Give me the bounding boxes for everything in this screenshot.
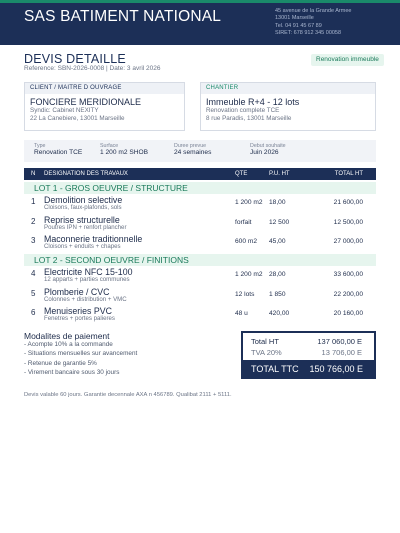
- info-value: Juin 2026: [250, 149, 279, 156]
- date-value: 3 avril 2026: [126, 65, 161, 72]
- row-total: 20 160,00: [333, 310, 363, 317]
- footer-note: Devis valable 60 jours. Garantie decennale AXA n 456789. Qualibat 2111 + 5111.: [24, 392, 232, 398]
- company-address-line: 45 avenue de la Grande Armee: [275, 8, 352, 14]
- payment-term: - Retenue de garantie 5%: [24, 359, 97, 367]
- row-unit-price: 28,00: [269, 271, 286, 278]
- row-number: 1: [31, 197, 36, 206]
- row-total: 22 200,00: [333, 291, 363, 298]
- chantier-heading: CHANTIER: [201, 83, 375, 94]
- row-number: 4: [31, 269, 36, 278]
- table-row: [24, 266, 376, 288]
- company-siret-line: SIRET: 678 912 345 00058: [275, 30, 342, 37]
- row-unit-price: 45,00: [269, 238, 286, 245]
- client-address: 22 La Canebiere, 13001 Marseille: [30, 115, 125, 122]
- header-total: TOTAL HT: [334, 171, 363, 177]
- tva-value: 13 706,00 E: [321, 348, 362, 357]
- row-title: Electricite NFC 15-100: [44, 267, 133, 277]
- row-total: 33 600,00: [333, 271, 363, 278]
- row-unit-price: 420,00: [269, 310, 290, 317]
- client-box: [24, 82, 185, 131]
- reference-label: Reference:: [24, 65, 56, 72]
- info-label: Debut souhaite: [250, 143, 286, 149]
- header-number: N: [31, 171, 36, 177]
- row-title: Demolition selective: [44, 195, 123, 205]
- company-city-line: 13001 Marseille: [275, 15, 314, 22]
- company-phone-line: Tel. 04 91 45 67 89: [275, 22, 322, 29]
- total-ttc-value: 150 766,00 E: [309, 364, 363, 374]
- company-header: [0, 3, 400, 45]
- row-quantity: 1 200 m2: [235, 271, 263, 278]
- chantier-address: 8 rue Paradis, 13001 Marseille: [206, 115, 292, 122]
- info-label: Type: [34, 143, 46, 149]
- total-ht-value: 137 060,00 E: [317, 337, 362, 346]
- chantier-name: Immeuble R+4 - 12 lots: [206, 97, 300, 107]
- client-syndic: Syndic: Cabinet NEXITY: [30, 107, 99, 114]
- chantier-box: [200, 82, 376, 131]
- row-quantity: forfait: [235, 219, 252, 226]
- header-quantity: QTE: [235, 171, 248, 177]
- client-name: FONCIERE MERIDIONALE: [30, 97, 142, 107]
- row-quantity: 600 m2: [235, 238, 257, 245]
- project-info-bar: [24, 140, 376, 162]
- document-reference: [24, 65, 161, 72]
- client-heading: CLIENT / MAITRE D OUVRAGE: [25, 83, 184, 94]
- payment-terms-list: [24, 340, 137, 377]
- info-label: Duree prevue: [174, 143, 207, 149]
- row-quantity: 1 200 m2: [235, 199, 263, 206]
- payment-term: - Situations mensuelles sur avancement: [24, 350, 138, 358]
- row-unit-price: 1 850: [269, 291, 286, 298]
- row-number: 3: [31, 236, 36, 245]
- info-duration: [174, 143, 211, 157]
- row-number: 5: [31, 289, 36, 298]
- row-subtitle: Poutres IPN + renfort plancher: [44, 224, 127, 231]
- chantier-description: Renovation complete TCE: [206, 107, 280, 114]
- info-label: Surface: [100, 143, 119, 149]
- info-value: Renovation TCE: [34, 149, 83, 156]
- info-surface: [100, 143, 148, 157]
- row-number: 2: [31, 217, 36, 226]
- row-quantity: 48 u: [235, 310, 248, 317]
- row-unit-price: 12 500: [269, 219, 290, 226]
- info-value: 24 semaines: [174, 149, 212, 156]
- row-total: 12 500,00: [333, 219, 363, 226]
- row-subtitle: Colonnes + distribution + VMC: [44, 296, 127, 303]
- row-subtitle: Cloisons, faux-plafonds, sols: [44, 204, 122, 211]
- lot-heading: LOT 2 - SECOND OEUVRE / FINITIONS: [24, 254, 376, 266]
- header-unit-price: P.U. HT: [269, 171, 290, 177]
- table-row: [24, 233, 376, 255]
- row-title: Plomberie / CVC: [44, 287, 110, 297]
- table-row: [24, 194, 376, 216]
- document-title: DEVIS DETAILLE: [24, 52, 126, 66]
- total-ttc-bar: [241, 360, 376, 379]
- row-title: Menuiseries PVC: [44, 306, 112, 316]
- row-subtitle: Fenetres + portes palieres: [44, 315, 115, 322]
- row-quantity: 12 lots: [235, 291, 255, 298]
- row-unit-price: 18,00: [269, 199, 286, 206]
- total-ht-label: Total HT: [251, 337, 279, 346]
- lot-heading: LOT 1 - GROS OEUVRE / STRUCTURE: [24, 182, 376, 194]
- row-total: 21 600,00: [333, 199, 363, 206]
- row-total: 27 000,00: [333, 238, 363, 245]
- project-type-tag: Renovation immeuble: [311, 54, 384, 66]
- company-name: SAS BATIMENT NATIONAL: [24, 8, 222, 25]
- company-contact: [275, 8, 351, 38]
- total-ttc-label: TOTAL TTC: [251, 364, 299, 374]
- date-label: Date:: [109, 65, 126, 72]
- payment-terms-title: Modalites de paiement: [24, 331, 110, 341]
- reference-separator: |: [104, 65, 110, 72]
- info-value: 1 200 m2 SHOB: [100, 149, 149, 156]
- tva-label: TVA 20%: [251, 348, 282, 357]
- payment-term: - Acompte 10% a la commande: [24, 341, 113, 348]
- row-number: 6: [31, 308, 36, 317]
- info-start: [250, 143, 286, 157]
- reference-value: SBN-2026-0008: [57, 65, 105, 72]
- header-designation: DESIGNATION DES TRAVAUX: [44, 171, 128, 177]
- row-title: Maconnerie traditionnelle: [44, 234, 143, 244]
- info-type: [34, 143, 82, 157]
- works-table-header: [24, 168, 376, 180]
- table-row: [24, 305, 376, 327]
- row-title: Reprise structurelle: [44, 215, 120, 225]
- payment-term: - Virement bancaire sous 30 jours: [24, 368, 120, 376]
- row-subtitle: 12 apparts + parties communes: [44, 276, 130, 283]
- row-subtitle: Cloisons + enduits + chapes: [44, 243, 121, 250]
